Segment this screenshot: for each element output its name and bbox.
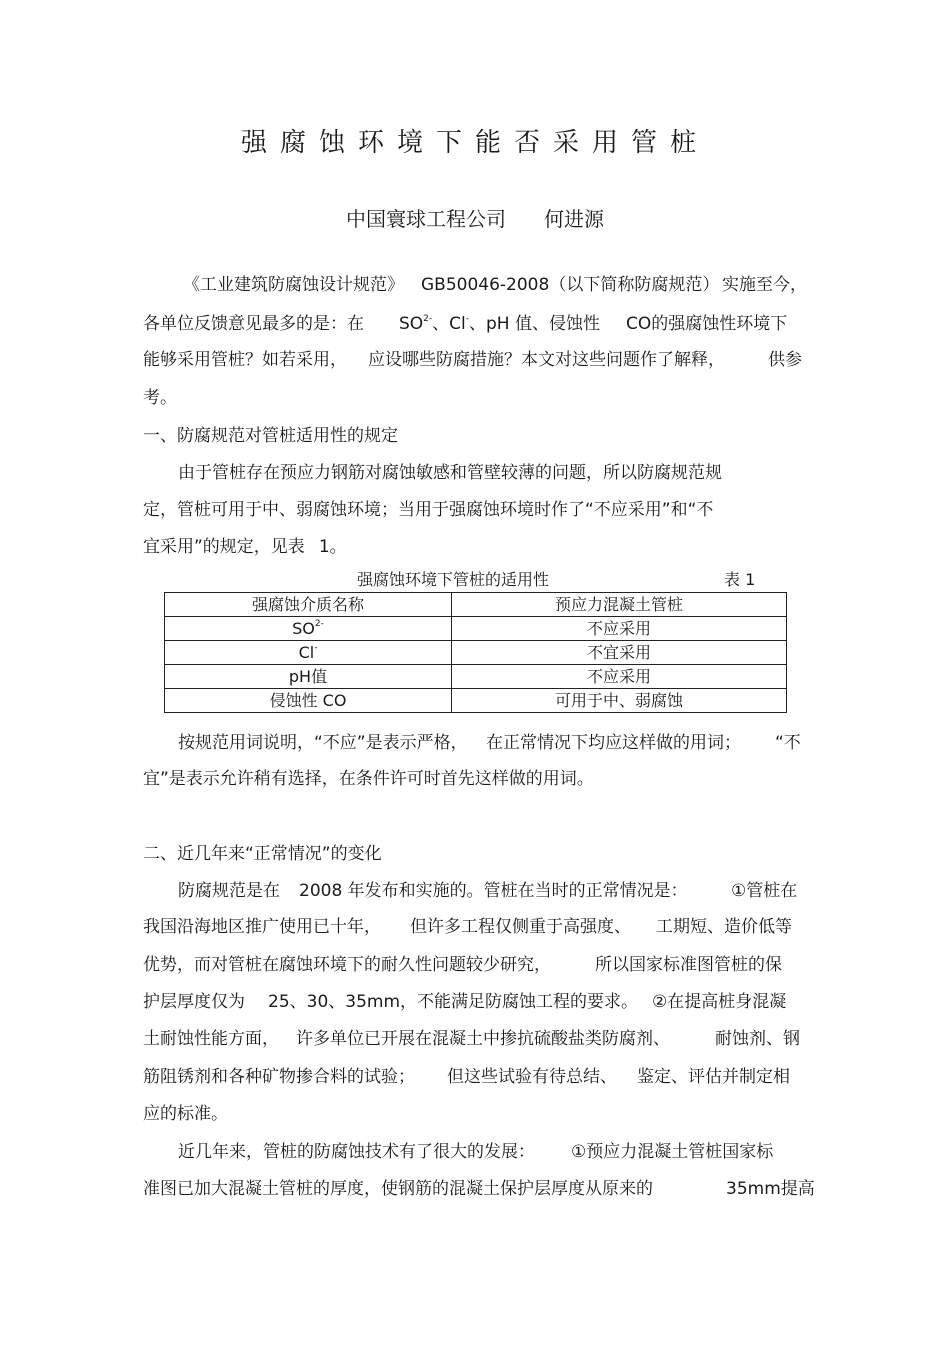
section-2-p1-text: 许多单位已开展在混凝土中掺抗硫酸盐类防腐剂、 [296,1029,670,1049]
section-2-p1-text: 筋阻锈剂和各种矿物掺合料的试验； [143,1067,415,1087]
section-2-p2-text: ①预应力混凝土管桩国家标 [571,1142,774,1162]
table-row [165,665,787,689]
intro-line-2a: 各单位反馈意见最多的是：在 [143,314,364,334]
author-name: 何进源 [544,207,604,231]
section-2-p1-text: 耐蚀剂、钢 [715,1029,800,1049]
intro-line-1a: 《工业建筑防腐蚀设计规范》 [183,275,404,295]
table-1 [164,592,787,713]
document-title: 强腐蚀环境下能否采用管桩 [240,128,709,158]
section-2-p1-text: 护层厚度仅为 [143,992,245,1012]
section-2-p2-text: 近几年来，管桩的防腐蚀技术有了很大的发展： [178,1142,535,1162]
section-1-text-3: 宜采用”的规定，见表 1。 [143,537,347,557]
table-cell-value: 不宜采用 [452,641,787,665]
section-2-heading: 二、近几年来“正常情况”的变化 [143,844,382,864]
section-1-heading: 一、防腐规范对管桩适用性的规定 [143,426,398,446]
table-cell-value: 不应采用 [452,665,787,689]
table-number: 表 1 [724,570,756,589]
intro-line-3a: 能够采用管桩？如若采用， [143,350,347,370]
note-line-1a: 按规范用词说明，“不应”是表示严格， [178,733,468,753]
table-cell-medium: pH值 [165,665,452,689]
table-cell-medium: 侵蚀性 CO [165,689,452,713]
table-row [165,689,787,713]
author-line [0,203,950,232]
section-2-p1-text: 鉴定、评估并制定相 [637,1067,790,1087]
section-2-p1-text: 工期短、造价低等 [656,917,792,937]
intro-line-1c: 实施至今， [722,275,807,295]
section-1-text-1: 由于管桩存在预应力钢筋对腐蚀敏感和管壁较薄的问题，所以防腐规范规 [178,463,722,483]
table-cell-value: 不应采用 [452,617,787,641]
section-2-p1-text: ①管桩在 [731,881,798,901]
note-line-1c: “不 [775,733,801,753]
section-2-p1-text: 但这些试验有待总结、 [447,1067,617,1087]
intro-line-4: 考。 [143,388,177,408]
intro-line-3c: 供参 [768,350,802,370]
intro-line-3b: 应设哪些防腐措施？本文对这些问题作了解释， [368,350,725,370]
table-cell-value: 可用于中、弱腐蚀 [452,689,787,713]
section-2-p1-text: 25、30、35mm，不能满足防腐蚀工程的要求。 [268,992,639,1012]
table-row [165,617,787,641]
section-2-p1-text: 应的标准。 [143,1104,228,1124]
table-header-cell: 强腐蚀介质名称 [165,593,452,617]
section-1-text-2: 定，管桩可用于中、弱腐蚀环境；当用于强腐蚀环境时作了“不应采用”和“不 [143,500,714,520]
note-line-2: 宜”是表示允许稍有选择，在条件许可时首先这样做的用词。 [143,769,594,789]
section-2-p2-text: 准图已加大混凝土管桩的厚度，使钢筋的混凝土保护层厚度从原来的 [143,1179,653,1199]
section-2-p1-text: 防腐规范是在 [178,881,280,901]
section-2-p1-text: ②在提高桩身混凝 [652,992,787,1012]
section-2-p1-text: 但许多工程仅侧重于高强度、 [410,917,631,937]
table-cell-medium: Cl- [165,641,452,665]
section-2-p2-text: 35mm提高 [726,1179,815,1199]
section-2-p1-text: 2008 年发布和实施的。管桩在当时的正常情况是： [299,881,688,901]
section-2-p1-text: 土耐蚀性能方面， [143,1029,279,1049]
section-2-p1-text: 优势，而对管桩在腐蚀环境下的耐久性问题较少研究， [143,955,551,975]
author-organization: 中国寰球工程公司 [346,207,506,231]
intro-line-2e: CO的强腐蚀性环境下 [626,314,788,334]
intro-line-1b: GB50046-2008（以下简称防腐规范） [421,275,720,295]
intro-line-2b: $SO^{2-}$、Cl-、pH 值、侵蚀性 [399,314,600,334]
table-header-row [165,593,787,617]
table-cell-medium: $SO^{2-}$ [165,617,452,641]
table-caption: 强腐蚀环境下管桩的适用性 [357,570,550,589]
section-2-p1-text: 我国沿海地区推广使用已十年， [143,917,381,937]
table-row [165,641,787,665]
section-2-p1-text: 所以国家标准图管桩的保 [595,955,782,975]
table-header-cell: 预应力混凝土管桩 [452,593,787,617]
note-line-1b: 在正常情况下均应这样做的用词； [486,733,741,753]
